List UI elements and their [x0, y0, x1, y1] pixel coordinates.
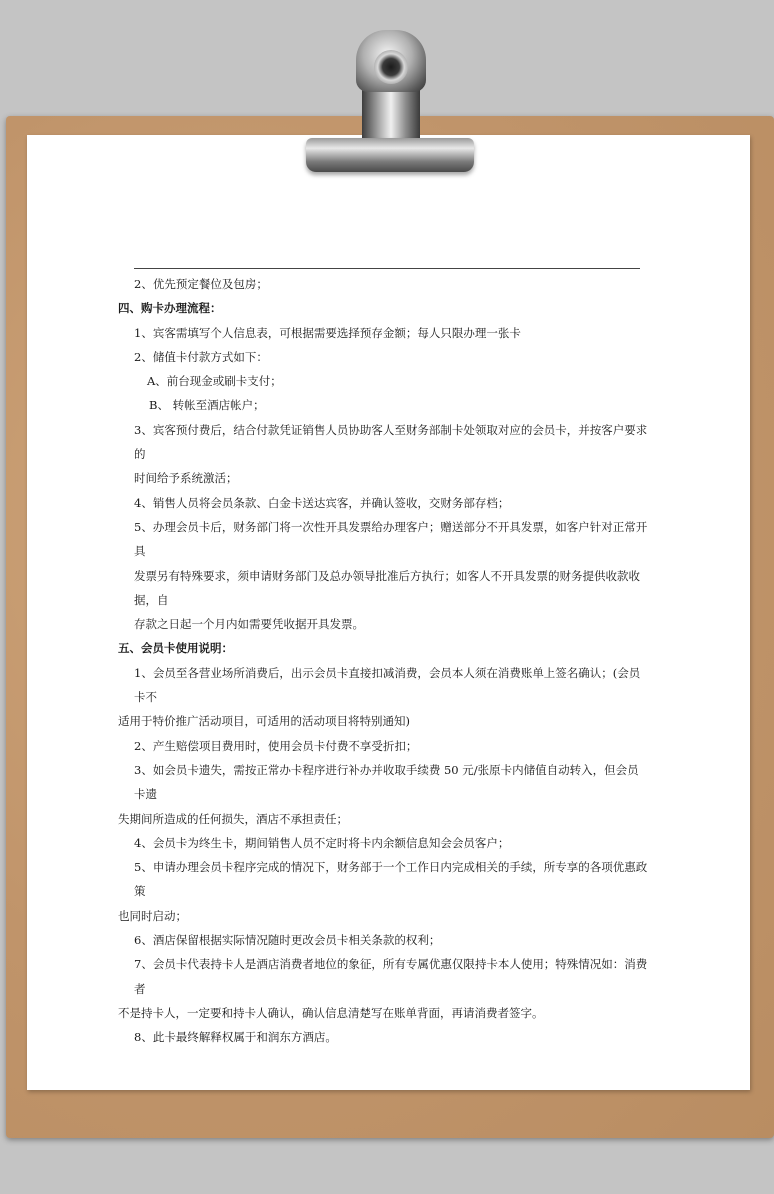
- text-line: 也同时启动；: [118, 908, 187, 923]
- text-line: 6、酒店保留根据实际情况随时更改会员卡相关条款的权利；: [134, 933, 441, 948]
- binder-clip-neck: [362, 84, 420, 146]
- text-line: 4、销售人员将会员条款、白金卡送达宾客，并确认签收，交财务部存档；: [134, 495, 510, 510]
- text-line: 失期间所造成的任何损失，酒店不承担责任；: [118, 811, 348, 826]
- text-line: 5、办理会员卡后，财务部门将一次性开具发票给办理客户；赠送部分不开具发票，如客户针对正常开具: [134, 519, 648, 559]
- text-line: 2、产生赔偿项目费用时，使用会员卡付费不享受折扣；: [134, 738, 418, 753]
- text-line: 1、宾客需填写个人信息表，可根据需要选择预存金额；每人只限办理一张卡: [134, 325, 521, 340]
- text-line: 时间给予系统激活；: [134, 471, 238, 486]
- text-line: 7、会员卡代表持卡人是酒店消费者地位的象征，所有专属优惠仅限持卡本人使用；特殊情况如：消费者: [134, 957, 648, 996]
- binder-clip-ring: [374, 50, 408, 84]
- text-line: 存款之日起一个月内如需要凭收据开具发票。: [134, 617, 364, 632]
- text-line: 5、申请办理会员卡程序完成的情况下，财务部于一个工作日内完成相关的手续，所专享的各项优惠政策: [134, 860, 648, 899]
- text-line: 适用于特价推广活动项目，可适用的活动项目将特别通知): [118, 714, 410, 729]
- text-line: 2、储值卡付款方式如下：: [134, 349, 268, 364]
- text-line: 3、如会员卡遗失，需按正常办卡程序进行补办并收取手续费 50 元/张原卡内储值自动转入，但会员卡遗: [134, 762, 639, 802]
- text-line: 8、此卡最终解释权属于和润东方酒店。: [134, 1030, 337, 1045]
- text-line: B、 转帐至酒店帐户；: [149, 398, 265, 413]
- text-line: A、前台现金或刷卡支付；: [147, 374, 282, 389]
- text-line: 2、优先预定餐位及包房；: [134, 277, 268, 291]
- section-heading: 五、会员卡使用说明：: [118, 641, 233, 656]
- binder-clip-plate: [306, 138, 474, 172]
- text-line: 不是持卡人，一定要和持卡人确认，确认信息清楚写在账单背面，再请消费者签字。: [118, 1005, 544, 1020]
- text-line: 1、会员至各营业场所消费后，出示会员卡直接扣减消费，会员本人须在消费账单上签名确认；(会员卡不: [134, 665, 641, 705]
- section-heading: 四、购卡办理流程：: [118, 301, 222, 316]
- text-line: 发票另有特殊要求，须申请财务部门及总办领导批准后方执行；如客人不开具发票的财务提供收款收据，自: [134, 568, 640, 607]
- document-body: [118, 272, 648, 1050]
- header-rule: [134, 268, 640, 269]
- text-line: 3、宾客预付费后，结合付款凭证销售人员协助客人至财务部制卡处领取对应的会员卡，并按客户要求的: [134, 422, 648, 462]
- text-line: 4、会员卡为终生卡，期间销售人员不定时将卡内余额信息知会会员客户；: [134, 835, 510, 850]
